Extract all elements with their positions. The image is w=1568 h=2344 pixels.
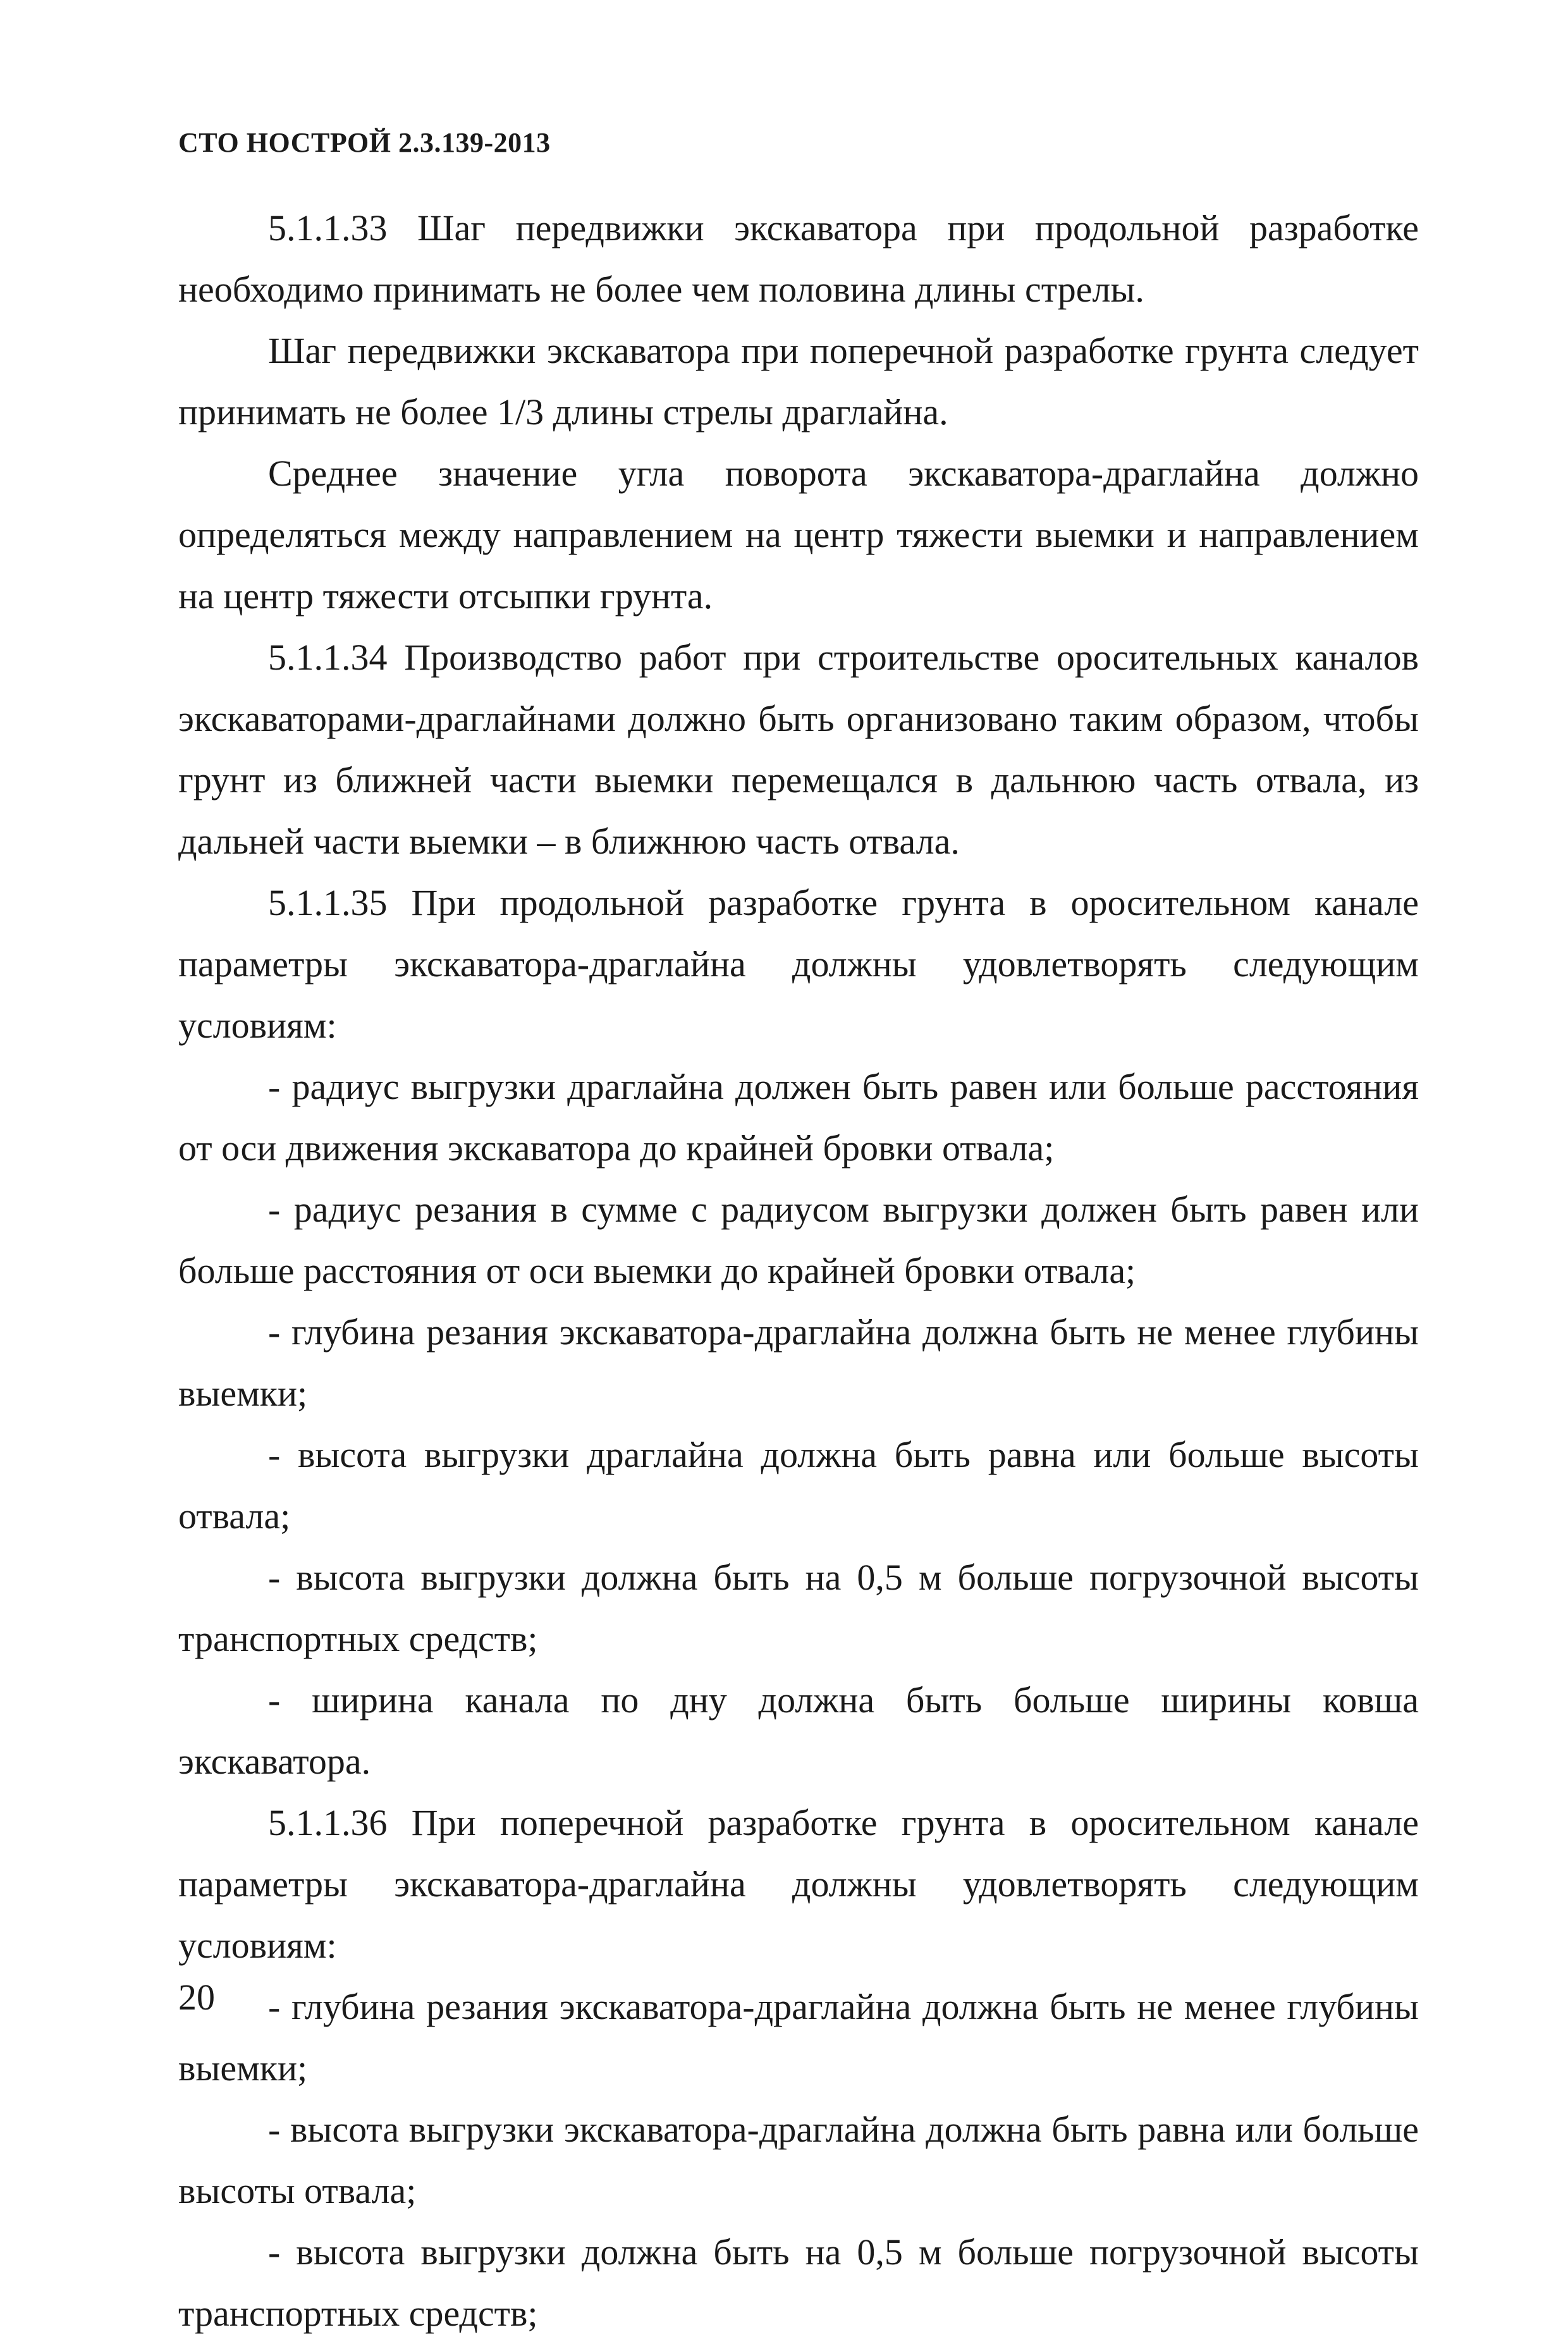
document-header: СТО НОСТРОЙ 2.3.139-2013: [178, 127, 551, 158]
paragraph-5-1-1-36: 5.1.1.36 При поперечной разработке грунта в оросительном канале параметры экскаватора-драглайна должны удовлетворять следующим условиям:: [178, 1802, 1419, 1966]
list-item: - высота выгрузки экскаватора-драглайна должна быть равна или больше высоты отвала;: [178, 2109, 1419, 2211]
page-number: 20: [178, 1977, 215, 2018]
list-item: - глубина резания экскаватора-драглайна должна быть не менее глубины выемки;: [178, 1311, 1419, 1414]
list-item: - высота выгрузки должна быть на 0,5 м больше погрузочной высоты транспортных средств;: [178, 1557, 1419, 1659]
paragraph-5-1-1-33: 5.1.1.33 Шаг передвижки экскаватора при продольной разработке необходимо принимать не более чем половина длины стрелы.: [178, 207, 1419, 310]
document-body: [178, 197, 1419, 2344]
paragraph-step-transverse: Шаг передвижки экскаватора при поперечной разработке грунта следует принимать не более 1/3 длины стрелы драглайна.: [178, 330, 1419, 433]
list-item: - ширина канала по дну должна быть больше ширины ковша экскаватора.: [178, 1679, 1419, 1782]
paragraph-rotation-angle: Среднее значение угла поворота экскаватора-драглайна должно определяться между направлением на центр тяжести выемки и направлением на центр тяжести отсыпки грунта.: [178, 453, 1419, 617]
paragraph-5-1-1-34: 5.1.1.34 Производство работ при строительстве оросительных каналов экскаваторами-драглайнами должно быть организовано таким образом, чтобы грунт из ближней части выемки перемещался в дальнюю часть отвала, из дальней части выемки – в ближнюю часть отвала.: [178, 637, 1419, 862]
list-item: - радиус выгрузки драглайна должен быть равен или больше расстояния от оси движения экскаватора до крайней бровки отвала;: [178, 1066, 1419, 1169]
list-item: - высота выгрузки должна быть на 0,5 м больше погрузочной высоты транспортных средств;: [178, 2231, 1419, 2334]
paragraph-5-1-1-35: 5.1.1.35 При продольной разработке грунта в оросительном канале параметры экскаватора-драглайна должны удовлетворять следующим условиям:: [178, 882, 1419, 1046]
list-item: - радиус резания в сумме с радиусом выгрузки должен быть равен или больше расстояния от оси выемки до крайней бровки отвала;: [178, 1189, 1419, 1291]
list-item: - глубина резания экскаватора-драглайна должна быть не менее глубины выемки;: [178, 1986, 1419, 2089]
list-item: - высота выгрузки драглайна должна быть равна или больше высоты отвала;: [178, 1434, 1419, 1537]
